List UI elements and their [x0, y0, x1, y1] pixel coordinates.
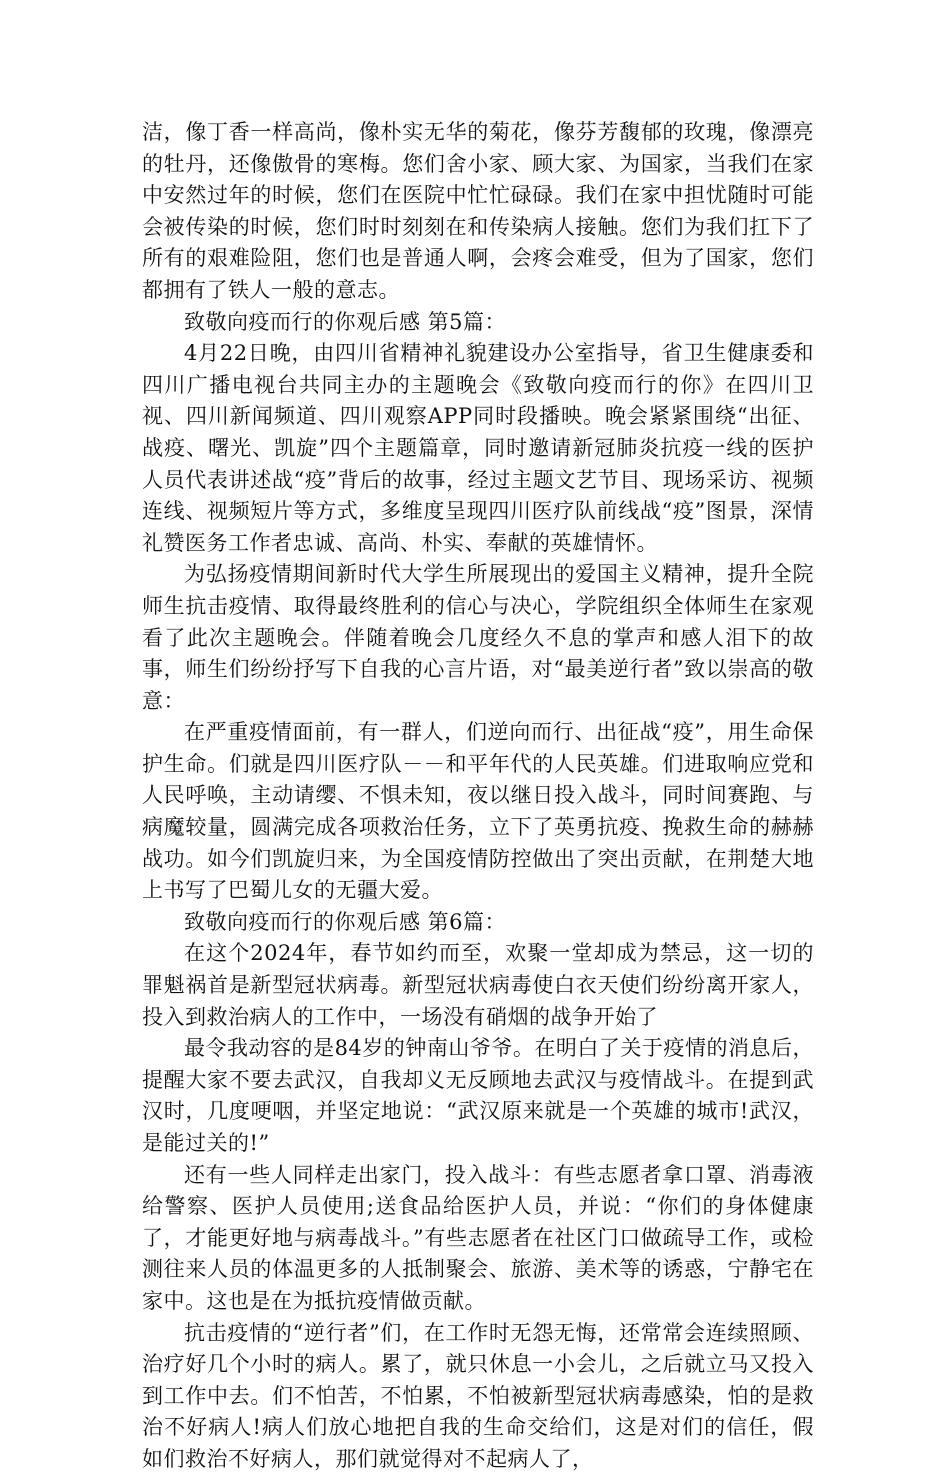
paragraph: 抗击疫情的“逆行者”们，在工作时无怨无悔，还常常会连续照顾、治疗好几个小时的病人。累了，就只休息一小会儿，之后就立马又投入到工作中去。们不怕苦，不怕累，不怕被新型冠状病毒感染，怕的是救治不好病人!病人们放心地把自我的生命交给们，这是对们的信任，假如们救治不好病人，那们就觉得对不起病人了， [142, 1320, 814, 1471]
paragraph-continued: 洁，像丁香一样高尚，像朴实无华的菊花，像芬芳馥郁的玫瑰，像漂亮的牡丹，还像傲骨的寒梅。您们舍小家、顾大家、为国家，当我们在家中安然过年的时候，您们在医院中忙忙碌碌。我们在家中担忧随时可能会被传染的时候，您们时时刻刻在和传染病人接触。您们为我们扛下了所有的艰难险阻，您们也是普通人啊，会疼会难受，但为了国家，您们都拥有了铁人一般的意志。 [142, 120, 814, 302]
section-heading-6: 致敬向疫而行的你观后感 第6篇： [184, 909, 507, 934]
section-heading-5: 致敬向疫而行的你观后感 第5篇： [184, 309, 507, 334]
paragraph: 在严重疫情面前，有一群人，们逆向而行、出征战“疫”，用生命保护生命。们就是四川医疗队－－和平年代的人民英雄。们进取响应党和人民呼唤，主动请缨、不惧未知，夜以继日投入战斗，同时间赛跑、与病魔较量，圆满完成各项救治任务，立下了英勇抗疫、挽救生命的赫赫战功。如今们凯旋归来，为全国疫情防控做出了突出贡献，在荆楚大地上书写了巴蜀儿女的无疆大爱。 [142, 720, 814, 903]
paragraph: 在这个2024年，春节如约而至，欢聚一堂却成为禁忌，这一切的罪魁祸首是新型冠状病毒。新型冠状病毒使白衣天使们纷纷离开家人，投入到救治病人的工作中，一场没有硝烟的战争开始了 [142, 941, 814, 1029]
document-page [142, 117, 814, 1476]
paragraph: 还有一些人同样走出家门，投入战斗：有些志愿者拿口罩、消毒液给警察、医护人员使用;送食品给医护人员，并说：“你们的身体健康了，才能更好地与病毒战斗。”有些志愿者在社区门口做疏导工作，或检测往来人员的体温更多的人抵制聚会、旅游、美术等的诱惑，宁静宅在家中。这也是在为抵抗疫情做贡献。 [142, 1162, 814, 1313]
paragraph: 最令我动容的是84岁的钟南山爷爷。在明白了关于疫情的消息后，提醒大家不要去武汉，自我却义无反顾地去武汉与疫情战斗。在提到武汉时，几度哽咽，并坚定地说：“武汉原来就是一个英雄的城市!武汉，是能过关的!” [142, 1036, 814, 1155]
paragraph: 为弘扬疫情期间新时代大学生所展现出的爱国主义精神，提升全院师生抗击疫情、取得最终胜利的信心与决心，学院组织全体师生在家观看了此次主题晚会。伴随着晚会几度经久不息的掌声和感人泪下的故事，师生们纷纷抒写下自我的心言片语，对“最美逆行者”致以崇高的敬意： [142, 562, 814, 713]
paragraph: 4月22日晚，由四川省精神礼貌建设办公室指导，省卫生健康委和四川广播电视台共同主办的主题晚会《致敬向疫而行的你》在四川卫视、四川新闻频道、四川观察APP同时段播映。晚会紧紧围绕“出征、战疫、曙光、凯旋”四个主题篇章，同时邀请新冠肺炎抗疫一线的医护人员代表讲述战“疫”背后的故事，经过主题文艺节目、现场采访、视频连线、视频短片等方式，多维度呈现四川医疗队前线战“疫”图景，深情礼赞医务工作者忠诚、高尚、朴实、奉献的英雄情怀。 [142, 341, 814, 555]
